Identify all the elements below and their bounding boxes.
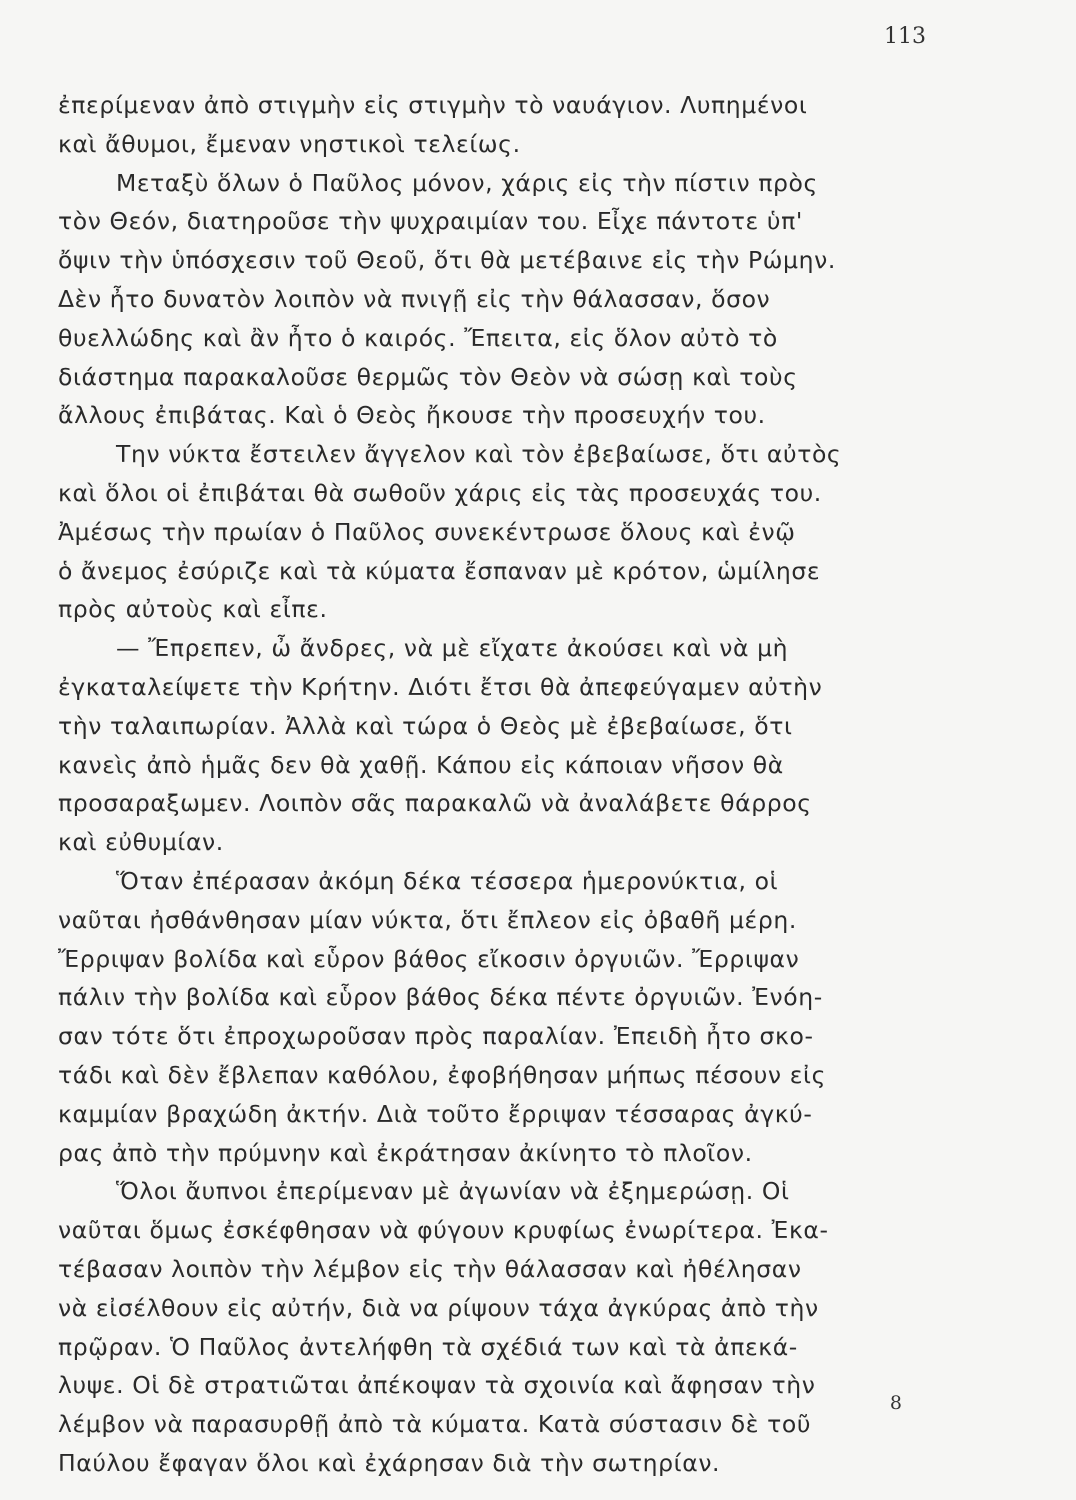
text-line: νὰ εἰσέλθουν εἰς αὐτήν, διὰ να ρίψουν τάχα ἀγκύρας ἀπὸ τὴν bbox=[58, 1293, 819, 1322]
text-line: Ἀμέσως τὴν πρωίαν ὁ Παῦλος συνεκέντρωσε ὅλους καὶ ἐνῷ bbox=[58, 517, 796, 546]
text-line: τέβασαν λοιπὸν τὴν λέμβον εἰς τὴν θάλασσαν καὶ ἠθέλησαν bbox=[58, 1254, 802, 1283]
page-number: 113 bbox=[884, 24, 926, 49]
text-line: θυελλώδης καὶ ἂν ἦτο ὁ καιρός. Ἔπειτα, εἰς ὅλον αὐτὸ τὸ bbox=[58, 323, 778, 352]
text-line: ρας ἀπὸ τὴν πρύμνην καὶ ἐκράτησαν ἀκίνητο τὸ πλοῖον. bbox=[58, 1138, 753, 1167]
text-line: καὶ εὐθυμίαν. bbox=[58, 828, 224, 857]
text-line: Την νύκτα ἔστειλεν ἄγγελον καὶ τὸν ἐβεβαίωσε, ὅτι αὐτὸς bbox=[116, 440, 842, 469]
text-line: Ὅταν ἐπέρασαν ἀκόμη δέκα τέσσερα ἡμερονύκτια, οἱ bbox=[116, 866, 779, 895]
text-line: προσαραξωμεν. Λοιπὸν σᾶς παρακαλῶ νὰ ἀναλάβετε θάρρος bbox=[58, 789, 812, 818]
text-line: τάδι καὶ δὲν ἔβλεπαν καθόλου, ἐφοβήθησαν μήπως πέσουν εἰς bbox=[58, 1060, 826, 1089]
signature-mark: 8 bbox=[889, 1392, 902, 1414]
text-line: ναῦται ὅμως ἐσκέφθησαν νὰ φύγουν κρυφίως ἐνωρίτερα. Ἐκα- bbox=[58, 1216, 829, 1245]
text-line: Μεταξὺ ὅλων ὁ Παῦλος μόνον, χάρις εἰς τὴν πίστιν πρὸς bbox=[116, 168, 818, 197]
text-line: λυψε. Οἱ δὲ στρατιῶται ἀπέκοψαν τὰ σχοινία καὶ ἄφησαν τὴν bbox=[58, 1371, 816, 1400]
text-line: καμμίαν βραχώδη ἀκτήν. Διὰ τοῦτο ἔρριψαν τέσσαρας ἀγκύ- bbox=[58, 1099, 813, 1128]
body-text bbox=[58, 86, 928, 1483]
text-line: Δὲν ἦτο δυνατὸν λοιπὸν νὰ πνιγῇ εἰς τὴν θάλασσαν, ὅσον bbox=[58, 284, 771, 313]
text-line: πάλιν τὴν βολίδα καὶ εὗρον βάθος δέκα πέντε ὀργυιῶν. Ἐνόη- bbox=[58, 983, 823, 1012]
text-line: Παύλου ἔφαγαν ὅλοι καὶ ἐχάρησαν διὰ τὴν σωτηρίαν. bbox=[58, 1448, 721, 1477]
text-line: τὴν ταλαιπωρίαν. Ἀλλὰ καὶ τώρα ὁ Θεὸς μὲ ἐβεβαίωσε, ὅτι bbox=[58, 711, 793, 740]
text-line: τὸν Θεόν, διατηροῦσε τὴν ψυχραιμίαν του. Εἶχε πάντοτε ὑπ' bbox=[58, 207, 803, 236]
text-line: σαν τότε ὅτι ἐπροχωροῦσαν πρὸς παραλίαν. Ἐπειδὴ ἦτο σκο- bbox=[58, 1022, 814, 1051]
text-line: ὄψιν τὴν ὑπόσχεσιν τοῦ Θεοῦ, ὅτι θὰ μετέβαινε εἰς τὴν Ρώμην. bbox=[58, 246, 836, 275]
text-line: Ὅλοι ἄυπνοι ἐπερίμεναν μὲ ἀγωνίαν νὰ ἐξημερώσῃ. Οἱ bbox=[116, 1177, 790, 1206]
text-line: διάστημα παρακαλοῦσε θερμῶς τὸν Θεὸν νὰ σώσῃ καὶ τοὺς bbox=[58, 362, 798, 391]
text-line: ἐπερίμεναν ἀπὸ στιγμὴν εἰς στιγμὴν τὸ ναυάγιον. Λυπημένοι bbox=[58, 91, 808, 119]
text-line: ἐγκαταλείψετε τὴν Κρήτην. Διότι ἔτσι θὰ ἀπεφεύγαμεν αὐτὴν bbox=[58, 672, 823, 701]
text-line: ἄλλους ἐπιβάτας. Καὶ ὁ Θεὸς ἤκουσε τὴν προσευχήν του. bbox=[58, 401, 766, 430]
text-line: ναῦται ἠσθάνθησαν μίαν νύκτα, ὅτι ἔπλεον εἰς ὀβαθῆ μέρη. bbox=[58, 905, 797, 934]
text-line: — Ἔπρεπεν, ὦ ἄνδρες, νὰ μὲ εἴχατε ἀκούσει καὶ νὰ μὴ bbox=[116, 634, 789, 663]
text-line: Ἔρριψαν βολίδα καὶ εὗρον βάθος εἴκοσιν ὀργυιῶν. Ἔρριψαν bbox=[58, 944, 800, 973]
text-line: λέμβον νὰ παρασυρθῇ ἀπὸ τὰ κύματα. Κατὰ σύστασιν δὲ τοῦ bbox=[58, 1410, 812, 1439]
text-line: κανεὶς ἀπὸ ἡμᾶς δεν θὰ χαθῇ. Κάπου εἰς κάποιαν νῆσον θὰ bbox=[58, 750, 784, 779]
text-line: καὶ ὅλοι οἱ ἐπιβάται θὰ σωθοῦν χάρις εἰς τὰς προσευχάς του. bbox=[58, 478, 822, 507]
text-line: πρῷραν. Ὁ Παῦλος ἀντελήφθη τὰ σχέδιά των καὶ τὰ ἀπεκά- bbox=[58, 1332, 798, 1361]
text-line: καὶ ἄθυμοι, ἔμεναν νηστικοὶ τελείως. bbox=[58, 129, 521, 158]
text-line: ὁ ἄνεμος ἐσύριζε καὶ τὰ κύματα ἔσπαναν μὲ κρότον, ὡμίλησε bbox=[58, 556, 821, 585]
text-line: πρὸς αὐτοὺς καὶ εἶπε. bbox=[58, 595, 328, 624]
